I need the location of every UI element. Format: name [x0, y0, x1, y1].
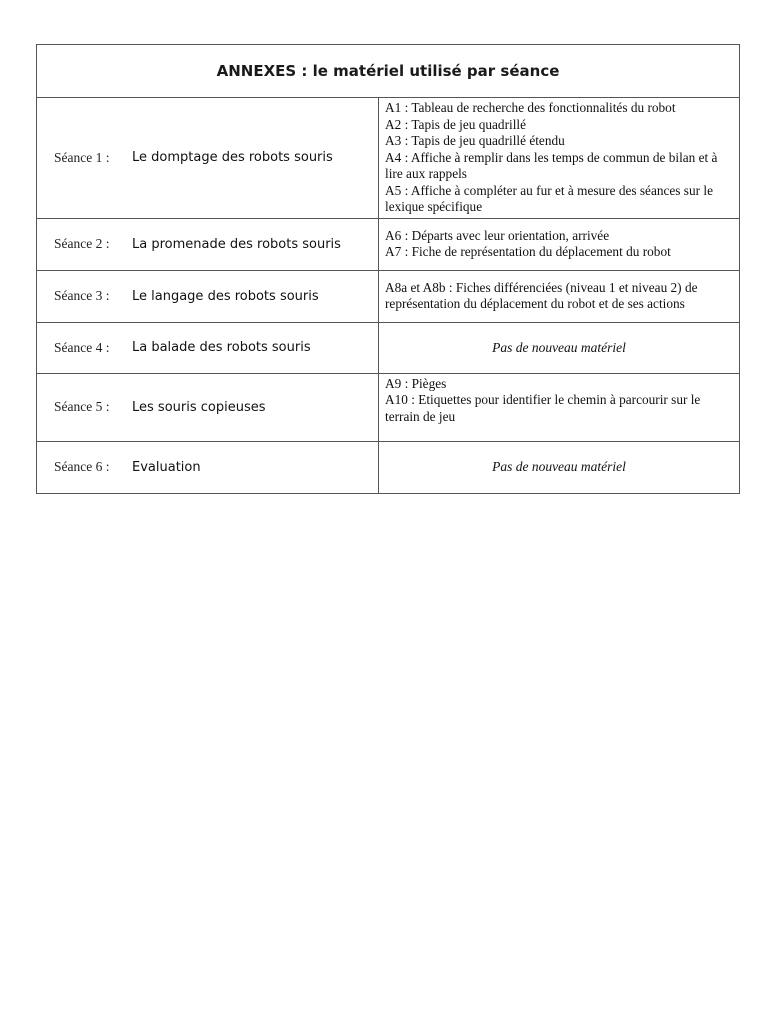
table-row	[37, 322, 740, 373]
session-title: Les souris copieuses	[132, 399, 266, 415]
material-item: A4 : Affiche à remplir dans les temps de commun de bilan et à lire aux rappels	[385, 149, 718, 181]
session-title: Le domptage des robots souris	[132, 150, 333, 166]
session-title: Le langage des robots souris	[132, 288, 319, 304]
material-item: A2 : Tapis de jeu quadrillé	[385, 116, 526, 132]
material-item: A5 : Affiche à compléter au fur et à mesure des séances sur le lexique spécifique	[385, 182, 713, 214]
table-row	[37, 98, 740, 219]
session-number: Séance 1 :	[54, 149, 110, 165]
session-cell	[37, 322, 379, 373]
session-title: Evaluation	[132, 459, 201, 475]
materials-cell	[379, 98, 740, 219]
no-material-note: Pas de nouveau matériel	[379, 441, 740, 493]
material-item: A6 : Départs avec leur orientation, arrivée	[385, 227, 610, 243]
table-row	[37, 373, 740, 441]
material-item: A9 : Pièges	[385, 375, 447, 391]
session-cell	[37, 98, 379, 219]
no-material-note: Pas de nouveau matériel	[379, 322, 740, 373]
table-row	[37, 218, 740, 270]
material-item: A10 : Etiquettes pour identifier le chemin à parcourir sur le terrain de jeu	[385, 392, 701, 424]
material-item: A3 : Tapis de jeu quadrillé étendu	[385, 133, 565, 148]
session-title: La promenade des robots souris	[132, 236, 341, 252]
table-row	[37, 270, 740, 322]
session-cell	[37, 270, 379, 322]
annex-table	[36, 44, 740, 494]
session-number: Séance 6 :	[54, 459, 110, 474]
materials-cell	[379, 373, 740, 441]
session-cell	[37, 218, 379, 270]
session-number: Séance 2 :	[54, 236, 110, 251]
material-item: A7 : Fiche de représentation du déplacement du robot	[385, 244, 671, 259]
session-number: Séance 5 :	[54, 399, 110, 414]
materials-cell	[379, 270, 740, 322]
table-row	[37, 441, 740, 493]
material-item: A1 : Tableau de recherche des fonctionnalités du robot	[385, 100, 676, 115]
session-number: Séance 3 :	[54, 288, 110, 303]
table-title: ANNEXES : le matériel utilisé par séance	[37, 45, 740, 98]
session-title: La balade des robots souris	[132, 340, 311, 355]
material-item: A8a et A8b : Fiches différenciées (niveau 1 et niveau 2) de représentation du déplacement du robot et de ses actions	[385, 279, 698, 311]
title-row	[37, 45, 740, 98]
materials-cell	[379, 218, 740, 270]
session-cell	[37, 373, 379, 441]
session-number: Séance 4 :	[54, 339, 110, 355]
session-cell	[37, 441, 379, 493]
